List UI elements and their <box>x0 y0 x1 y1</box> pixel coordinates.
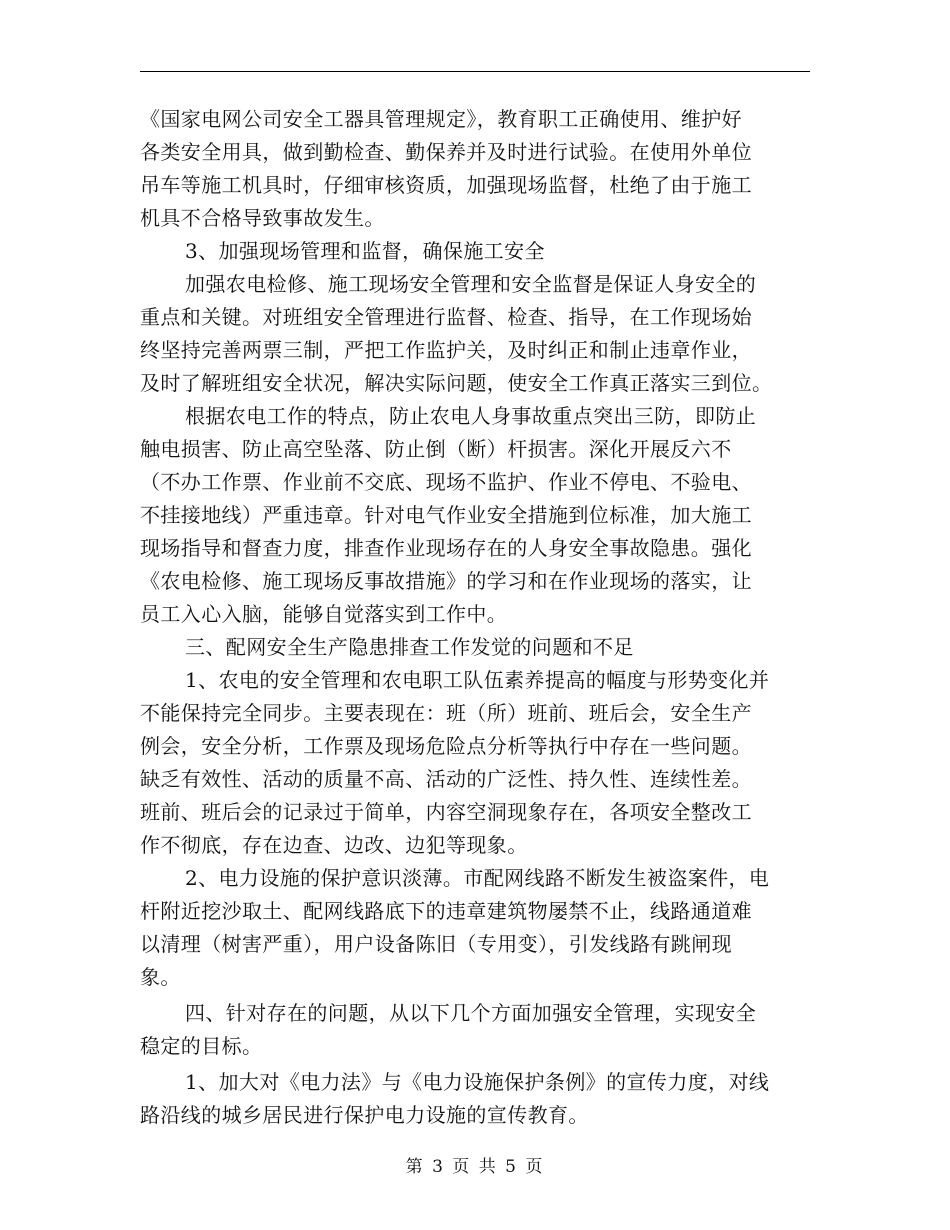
text-line: 机具不合格导致事故发生。 <box>140 206 385 230</box>
text-line: 现场指导和督查力度，排查作业现场存在的人身安全事故隐患。强化 <box>140 536 752 560</box>
text-line: 1、农电的安全管理和农电职工队伍素养提高的幅度与形势变化并 <box>185 668 770 692</box>
text-line: 以清理（树害严重），用户设备陈旧（专用变），引发线路有跳闸现 <box>140 932 732 956</box>
text-line: 重点和关键。对班组安全管理进行监督、检查、指导，在工作现场始 <box>140 305 752 329</box>
section-heading: 三、配网安全生产隐患排查工作发觉的问题和不足 <box>185 635 634 659</box>
text-line: 例会，安全分析，工作票及现场危险点分析等执行中存在一些问题。 <box>140 734 752 758</box>
text-line: 杆附近挖沙取土、配网线路底下的违章建筑物屡禁不止，线路通道难 <box>140 899 752 923</box>
section-heading: 3、加强现场管理和监督，确保施工安全 <box>185 239 545 263</box>
section-heading: 四、针对存在的问题，从以下几个方面加强安全管理，实现安全 <box>185 1001 757 1025</box>
text-line: 《国家电网公司安全工器具管理规定》，教育职工正确使用、维护好 <box>140 107 742 131</box>
text-line: 不挂接地线）严重违章。针对电气作业安全措施到位标准，加大施工 <box>140 503 752 527</box>
text-line: 作不彻底，存在边查、边改、边犯等现象。 <box>140 833 528 857</box>
text-line: 路沿线的城乡居民进行保护电力设施的宣传教育。 <box>140 1103 589 1127</box>
text-line: 根据农电工作的特点，防止农电人身事故重点突出三防，即防止 <box>185 404 757 428</box>
text-line: 不能保持完全同步。主要表现在：班（所）班前、班后会，安全生产 <box>140 701 752 725</box>
header-rule <box>140 71 810 72</box>
text-line: 班前、班后会的记录过于简单，内容空洞现象存在，各项安全整改工 <box>140 800 752 824</box>
text-line: 及时了解班组安全状况，解决实际问题，使安全工作真正落实三到位。 <box>140 371 773 395</box>
text-line: 象。 <box>140 965 181 989</box>
text-line: 1、加大对《电力法》与《电力设施保护条例》的宣传力度，对线 <box>185 1070 770 1094</box>
page-number: 第 3 页 共 5 页 <box>405 1157 545 1177</box>
text-line: 员工入心入脑，能够自觉落实到工作中。 <box>140 602 508 626</box>
text-line: 《农电检修、施工现场反事故措施》的学习和在作业现场的落实，让 <box>140 569 752 593</box>
text-line: 吊车等施工机具时，仔细审核资质，加强现场监督，杜绝了由于施工 <box>140 173 752 197</box>
text-line: 各类安全用具，做到勤检查、勤保养并及时进行试验。在使用外单位 <box>140 140 752 164</box>
text-line: （不办工作票、作业前不交底、现场不监护、作业不停电、不验电、 <box>140 470 752 494</box>
text-line: 终坚持完善两票三制，严把工作监护关，及时纠正和制止违章作业， <box>140 338 752 362</box>
text-line: 稳定的目标。 <box>140 1034 263 1058</box>
text-line: 2、电力设施的保护意识淡薄。市配网线路不断发生被盗案件，电 <box>185 866 770 890</box>
text-line: 加强农电检修、施工现场安全管理和安全监督是保证人身安全的 <box>185 272 757 296</box>
text-line: 触电损害、防止高空坠落、防止倒（断）杆损害。深化开展反六不 <box>140 437 732 461</box>
text-line: 缺乏有效性、活动的质量不高、活动的广泛性、持久性、连续性差。 <box>140 767 752 791</box>
document-body <box>140 103 812 1132</box>
